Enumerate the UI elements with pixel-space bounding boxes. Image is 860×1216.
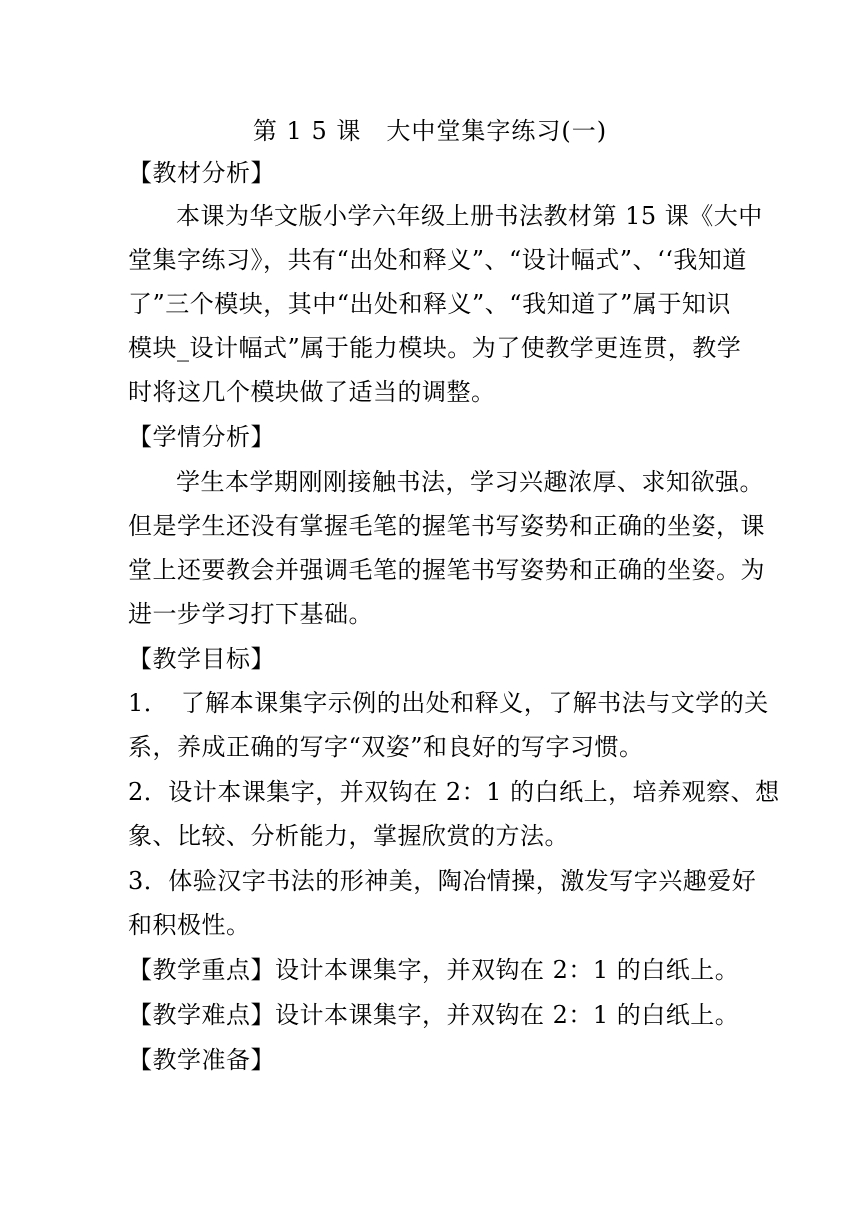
teaching-goals-line-4: 象、比较、分析能力，掌握欣赏的方法。: [128, 822, 569, 850]
student-analysis-line-1: 学生本学期刚刚接触书法，学习兴趣浓厚、求知欲强。: [176, 468, 764, 496]
teaching-goals-line-2: 系，养成正确的写字“双姿”和良好的写字习惯。: [128, 733, 644, 761]
teaching-goals-line-1: 1． 了解本课集字示例的出处和释义，了解书法与文学的关: [128, 689, 769, 717]
student-analysis-line-4: 进一步学习打下基础。: [128, 600, 373, 628]
difficulty-line: 【教学难点】设计本课集字，并双钩在 2：1 的白纸上。: [128, 1001, 740, 1029]
preparation-heading: 【教学准备】: [128, 1046, 275, 1074]
lesson-title: 第 1 5 课 大中堂集字练习(一): [252, 117, 608, 145]
material-analysis-line-5: 时将这几个模块做了适当的调整。: [128, 378, 496, 406]
student-analysis-line-2: 但是学生还没有掌握毛笔的握笔书写姿势和正确的坐姿，课: [128, 512, 765, 540]
teaching-goals-line-6: 和积极性。: [128, 911, 251, 939]
teaching-goals-line-3: 2．设计本课集字，并双钩在 2：1 的白纸上，培养观察、想: [128, 778, 780, 806]
material-analysis-heading: 【教材分析】: [128, 159, 275, 187]
teaching-goals-heading: 【教学目标】: [128, 645, 275, 673]
material-analysis-line-1: 本课为华文版小学六年级上册书法教材第 15 课《大中: [176, 202, 763, 230]
key-point-line: 【教学重点】设计本课集字，并双钩在 2：1 的白纸上。: [128, 956, 740, 984]
material-analysis-line-2: 堂集字练习》，共有“出处和释义”、“设计幅式”、‘‘我知道: [128, 246, 747, 274]
student-analysis-line-3: 堂上还要教会并强调毛笔的握笔书写姿势和正确的坐姿。为: [128, 556, 765, 584]
student-analysis-heading: 【学情分析】: [128, 423, 275, 451]
material-analysis-line-4: 模块_设计幅式”属于能力模块。为了使教学更连贯，教学: [128, 334, 742, 362]
teaching-goals-line-5: 3．体验汉字书法的形神美，陶冶情操，激发写字兴趣爱好: [128, 867, 757, 895]
material-analysis-line-3: 了”三个模块，其中“出处和释义”、“我知道了”属于知识: [128, 290, 731, 318]
